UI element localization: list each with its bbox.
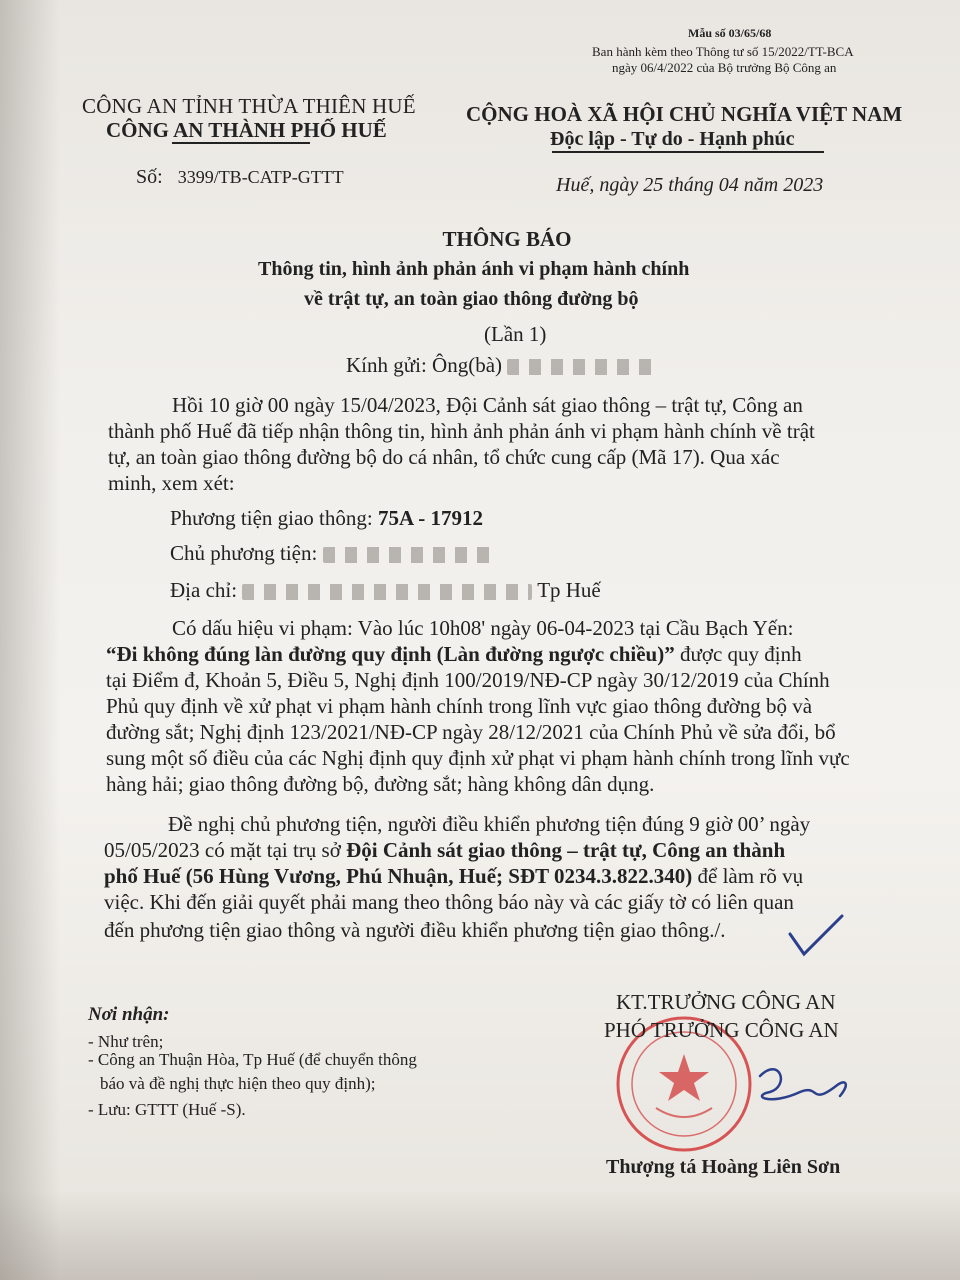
- recipient-item-3: báo và đề nghị thực hiện theo quy định);: [100, 1074, 376, 1093]
- checkmark-icon: [786, 912, 846, 962]
- address-label: Địa chỉ:: [170, 578, 238, 602]
- redacted-name: [507, 359, 657, 375]
- notice-subtitle-1: Thông tin, hình ảnh phản ánh vi phạm hành chính: [258, 258, 690, 280]
- request-line-4: việc. Khi đến giải quyết phải mang theo thông báo này và các giấy tờ có liên quan: [104, 890, 794, 914]
- org-underline: [172, 142, 310, 144]
- redacted-address: [242, 584, 532, 600]
- form-issued-line-1: Ban hành kèm theo Thông tư số 15/2022/TT-BCA: [592, 44, 854, 59]
- signer-name: Thượng tá Hoàng Liên Sơn: [606, 1156, 841, 1178]
- doc-number: [136, 166, 344, 189]
- sign-authority-line-2: PHÓ TRƯỞNG CÔNG AN: [604, 1018, 839, 1042]
- vehicle-plate: 75A - 17912: [377, 506, 483, 530]
- sign-authority-line-1: KT.TRƯỞNG CÔNG AN: [616, 990, 836, 1014]
- redacted-owner: [323, 547, 491, 563]
- address-row: [170, 578, 601, 603]
- handwritten-signature-icon: [740, 1056, 860, 1116]
- recipient-item-1: - Như trên;: [88, 1032, 164, 1051]
- motto: Độc lập - Tự do - Hạnh phúc: [550, 128, 795, 150]
- intro-line-4: minh, xem xét:: [108, 471, 235, 495]
- org-name: CÔNG AN THÀNH PHỐ HUẾ: [106, 118, 387, 142]
- republic-title: CỘNG HOÀ XÃ HỘI CHỦ NGHĨA VIỆT NAM: [466, 102, 903, 126]
- vehicle-label: Phương tiện giao thông:: [170, 506, 373, 530]
- request-line-2-b: Đội Cảnh sát giao thông – trật tự, Công an thành: [346, 838, 786, 862]
- form-issued-line-2: ngày 06/4/2022 của Bộ trưởng Bộ Công an: [612, 60, 837, 75]
- page-shadow-left: [0, 0, 60, 1280]
- request-line-3-c: để làm rõ vụ: [692, 864, 804, 888]
- recipient-item-2: - Công an Thuận Hòa, Tp Huế (để chuyển thông: [88, 1050, 417, 1069]
- form-number: Mẫu số 03/65/68: [688, 26, 772, 40]
- recipients-title: Nơi nhận:: [88, 1004, 170, 1025]
- violation-tail: được quy định: [674, 642, 802, 666]
- notice-subtitle-2: về trật tự, an toàn giao thông đường bộ: [304, 288, 639, 310]
- violation-line-2: [106, 642, 802, 667]
- doc-number-value: 3399/TB-CATP-GTTT: [177, 167, 344, 187]
- motto-underline: [552, 151, 824, 153]
- intro-line-2: thành phố Huế đã tiếp nhận thông tin, hình ảnh phản ánh vi phạm hành chính về trật: [108, 419, 815, 443]
- recipient-item-4: - Lưu: GTTT (Huế -S).: [88, 1100, 246, 1119]
- request-office-address: phố Huế (56 Hùng Vương, Phú Nhuận, Huế; SĐT 0234.3.822.340): [104, 864, 693, 888]
- violation-description: “Đi không đúng làn đường quy định (Làn đường ngược chiều)”: [106, 642, 675, 666]
- address-city: Tp Huế: [537, 578, 601, 602]
- recipient-label: Kính gửi: Ông(bà): [346, 353, 503, 377]
- page-shadow-bottom: [0, 1190, 960, 1280]
- notice-title: THÔNG BÁO: [442, 227, 572, 251]
- violation-line-1: Có dấu hiệu vi phạm: Vào lúc 10h08' ngày 06-04-2023 tại Cầu Bạch Yến:: [172, 616, 794, 640]
- request-line-3: [104, 864, 803, 889]
- intro-line-1: Hồi 10 giờ 00 ngày 15/04/2023, Đội Cảnh sát giao thông – trật tự, Công an: [172, 393, 803, 417]
- violation-line-3: tại Điểm đ, Khoản 5, Điều 5, Nghị định 100/2019/NĐ-CP ngày 30/12/2019 của Chính: [106, 668, 830, 692]
- recipient: [346, 353, 657, 378]
- vehicle-row: [170, 506, 483, 531]
- request-line-1: Đề nghị chủ phương tiện, người điều khiển phương tiện đúng 9 giờ 00’ ngày: [168, 812, 811, 836]
- request-line-2: [104, 838, 785, 863]
- owner-label: Chủ phương tiện:: [170, 541, 318, 565]
- request-line-5: đến phương tiện giao thông và người điều khiển phương tiện giao thông./.: [104, 918, 726, 942]
- violation-line-4: Phủ quy định về xử phạt vi phạm hành chính trong lĩnh vực giao thông đường bộ và: [106, 694, 813, 718]
- owner-row: [170, 541, 491, 566]
- violation-line-7: hàng hải; giao thông đường bộ, đường sắt; hàng không dân dụng.: [106, 772, 655, 796]
- intro-line-3: tự, an toàn giao thông đường bộ do cá nhân, tổ chức cung cấp (Mã 17). Qua xác: [108, 445, 780, 469]
- violation-line-5: đường sắt; Nghị định 123/2021/NĐ-CP ngày 28/12/2021 của Chính Phủ về sửa đổi, bổ: [106, 720, 836, 744]
- attempt-number: (Lần 1): [484, 322, 547, 346]
- place-date: Huế, ngày 25 tháng 04 năm 2023: [556, 174, 824, 196]
- doc-number-label: Số:: [136, 166, 163, 188]
- request-line-2-a: 05/05/2023 có mặt tại trụ sở: [104, 838, 347, 862]
- org-parent: CÔNG AN TỈNH THỪA THIÊN HUẾ: [82, 94, 416, 118]
- violation-line-6: sung một số điều của các Nghị định quy định xử phạt vi phạm hành chính trong lĩnh vực: [106, 746, 850, 770]
